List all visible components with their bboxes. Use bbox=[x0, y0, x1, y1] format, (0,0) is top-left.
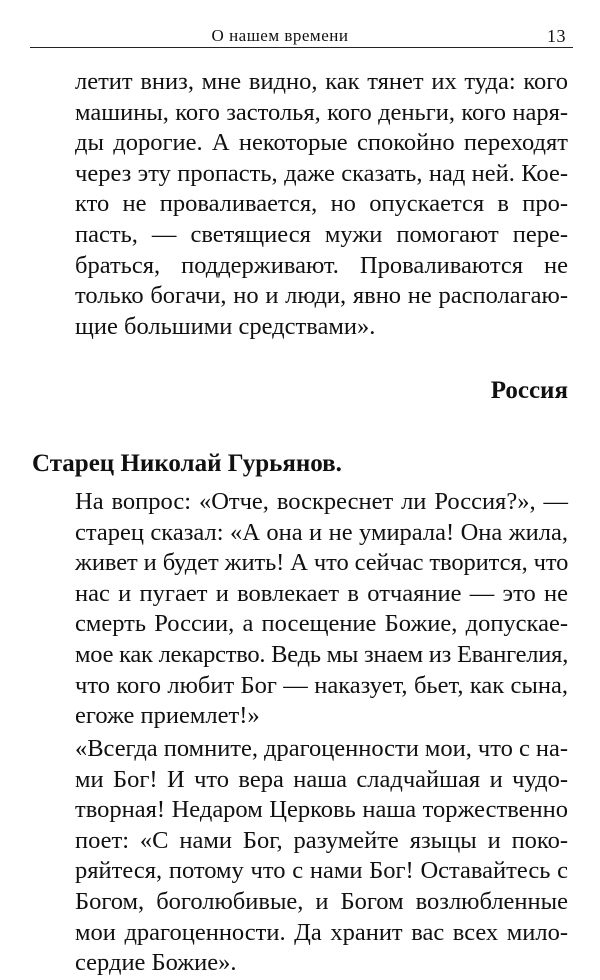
text-line: нас и пугает и вовлекает в отчаяние — это не bbox=[75, 579, 568, 607]
text-line: На вопрос: «Отче, воскреснет ли Россия?», — bbox=[75, 488, 568, 515]
text-line: что кого любит Бог — наказует, бьет, как сына, bbox=[75, 671, 568, 699]
text-line: творная! Недаром Церковь наша торжественно bbox=[75, 796, 568, 824]
text-line: ми Бог! И что вера наша сладчайшая и чудо- bbox=[75, 765, 568, 793]
text-line: поет: «С нами Бог, разумейте языцы и поко- bbox=[75, 826, 568, 854]
text-line: Богом, боголюбивые, и Богом возлюбленные bbox=[75, 887, 568, 915]
text-line: пасть, — светящиеся мужи помогают пере- bbox=[75, 220, 568, 248]
text-line: «Всегда помните, драгоценности мои, что с на- bbox=[75, 735, 568, 762]
section-title: Россия bbox=[490, 377, 568, 404]
text-line: через эту пропасть, даже сказать, над ней. Кое- bbox=[75, 159, 568, 187]
text-line: живет и будет жить! А что сейчас творится, что bbox=[75, 549, 569, 577]
text-line: кто не проваливается, но опускается в про- bbox=[75, 190, 568, 218]
page-number: 13 bbox=[547, 26, 566, 46]
text-line: машины, кого застолья, кого деньги, кого наря- bbox=[75, 98, 568, 126]
running-header-title: О нашем времени bbox=[211, 26, 349, 45]
text-line: сердие Божие». bbox=[75, 949, 237, 977]
text-line: браться, поддерживают. Проваливаются не bbox=[75, 251, 568, 279]
text-line: егоже приемлет!» bbox=[75, 702, 260, 730]
text-line: ряйтеся, потому что с нами Бог! Оставайтесь с bbox=[75, 857, 568, 885]
text-line: мои драгоценности. Да хранит вас всех мило- bbox=[75, 918, 568, 946]
paragraph-3 bbox=[75, 734, 568, 979]
author-name: Старец Николай Гурьянов. bbox=[32, 450, 342, 477]
paragraph-1 bbox=[75, 67, 568, 342]
paragraph-2 bbox=[75, 487, 568, 732]
text-line: щие большими средствами». bbox=[75, 312, 376, 340]
text-line: летит вниз, мне видно, как тянет их туда: кого bbox=[75, 68, 568, 95]
text-line: старец сказал: «А она и не умирала! Она жила, bbox=[75, 518, 568, 546]
text-line: смерть России, а посещение Божие, допускае- bbox=[75, 610, 568, 638]
text-line: ды дорогие. А некоторые спокойно переходят bbox=[75, 129, 568, 157]
text-line: мое как лекарство. Ведь мы знаем из Евангелия, bbox=[75, 640, 569, 668]
text-line: только богачи, но и люди, явно не располагаю- bbox=[75, 282, 568, 310]
header-rule bbox=[30, 47, 573, 48]
